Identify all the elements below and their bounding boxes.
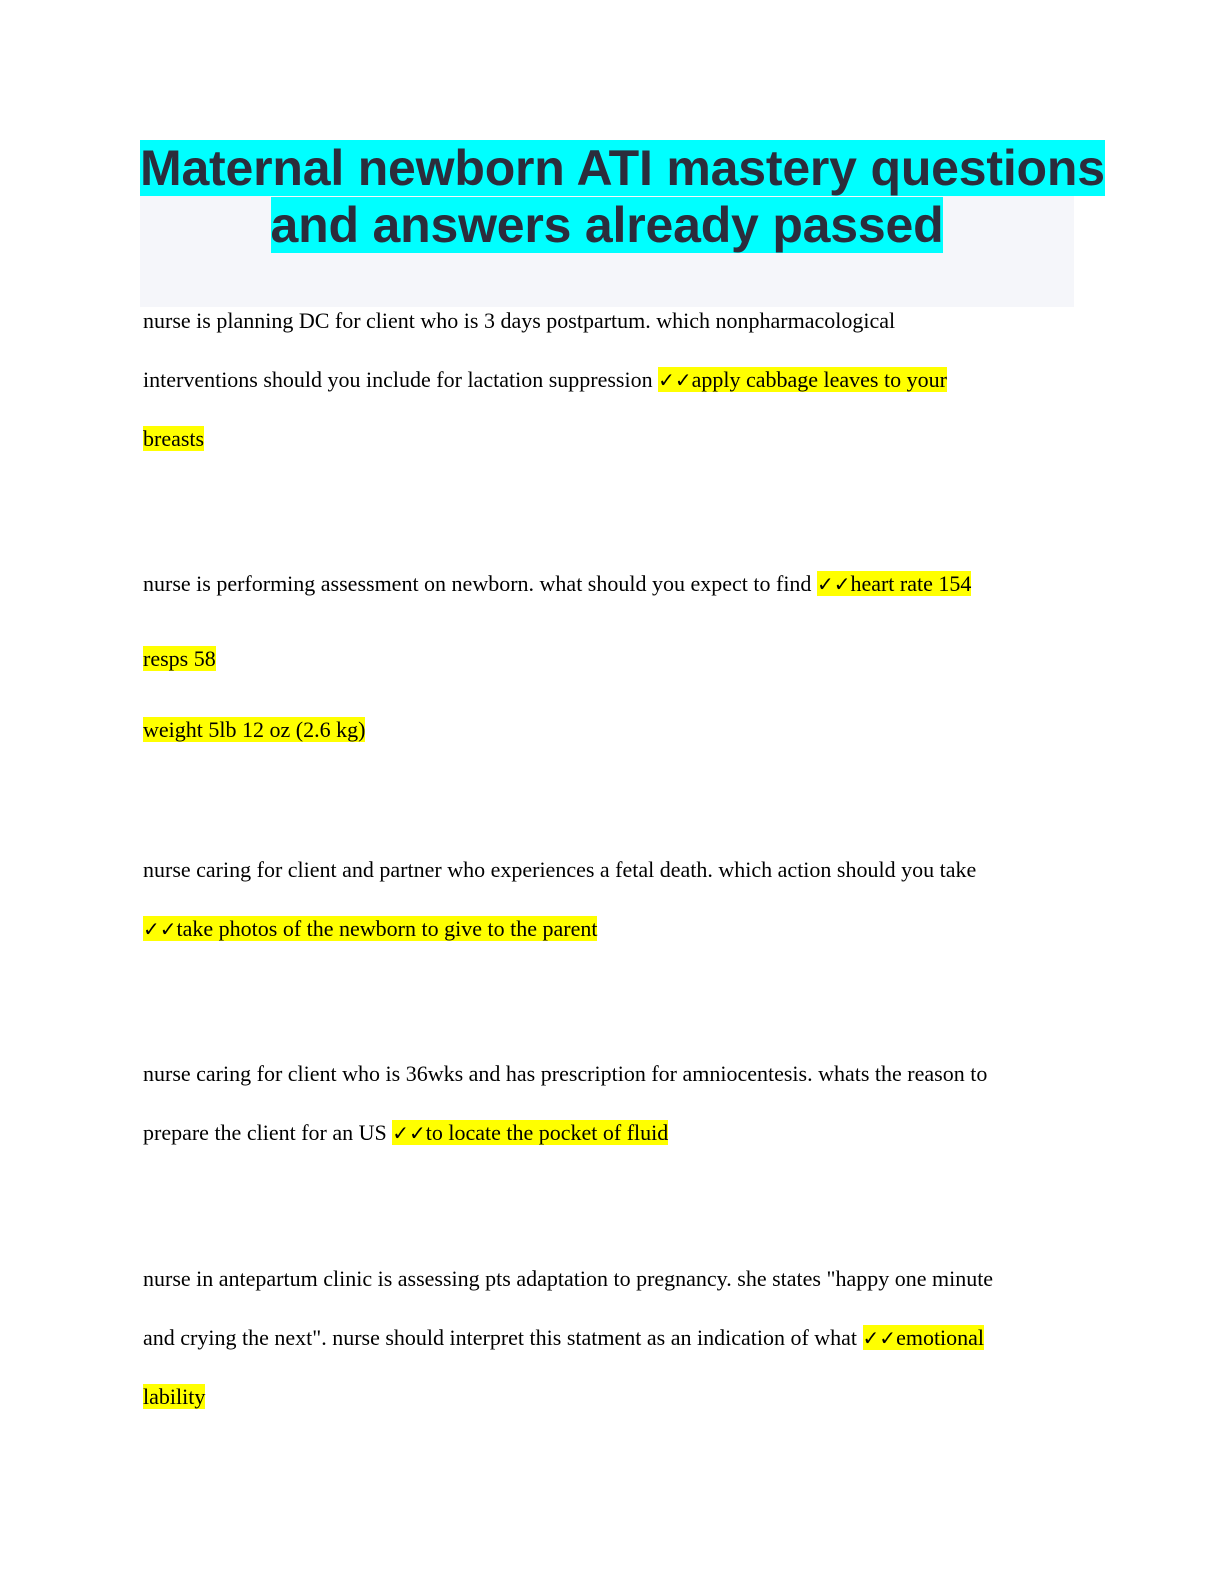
answer-2-weight: weight 5lb 12 oz (2.6 kg) (143, 717, 366, 742)
question-5-text: and crying the next". nurse should interpret this statment as an indication of what (143, 1325, 863, 1350)
question-5-line-1: nurse in antepartum clinic is assessing pts adaptation to pregnancy. she states "happy one minute (143, 1266, 994, 1291)
question-1-text: interventions should you include for lactation suppression (143, 367, 659, 392)
answer-4-text: to locate the pocket of fluid (425, 1120, 669, 1145)
check-mark-icon: ✓✓ (143, 917, 177, 941)
answer-2-line-2 (143, 646, 216, 672)
check-mark-icon: ✓✓ (816, 572, 851, 596)
question-1-line-1: nurse is planning DC for client who is 3 days postpartum. which nonpharmacological (143, 308, 896, 333)
answer-3-line-1 (143, 916, 597, 942)
answer-5-text-cont: lability (143, 1384, 206, 1409)
question-1-line-2 (143, 367, 947, 393)
check-mark-icon: ✓✓ (658, 368, 692, 392)
answer-2-text: heart rate 154 (850, 571, 972, 596)
question-4-line-2 (143, 1120, 668, 1146)
title-line-2: and answers already passed (270, 197, 944, 253)
title-block (140, 140, 1105, 307)
answer-1-text-cont: breasts (143, 426, 205, 451)
question-4-line-1: nurse caring for client who is 36wks and has prescription for amniocentesis. whats the reason to (143, 1061, 988, 1086)
check-mark-icon: ✓✓ (862, 1326, 897, 1350)
check-mark-icon: ✓✓ (392, 1121, 426, 1145)
answer-1-line-2 (143, 426, 204, 452)
answer-1 (658, 367, 947, 392)
answer-2-resps: resps 58 (143, 646, 216, 671)
answer-2-line-3 (143, 717, 365, 743)
question-5-line-2 (143, 1325, 984, 1351)
answer-1-text: apply cabbage leaves to your (691, 367, 947, 392)
answer-5-line-2 (143, 1384, 205, 1410)
document-title (140, 140, 1105, 254)
question-2-line-1 (143, 571, 971, 597)
answer-4 (392, 1120, 668, 1145)
title-line-1: Maternal newborn ATI mastery questions (140, 140, 1105, 196)
answer-5-text: emotional (896, 1325, 985, 1350)
question-2-text: nurse is performing assessment on newborn. what should you expect to find (143, 571, 817, 596)
question-4-text: prepare the client for an US (143, 1120, 393, 1145)
answer-3 (143, 916, 597, 941)
answer-3-text: take photos of the newborn to give to the parent (176, 916, 598, 941)
answer-5 (863, 1325, 985, 1350)
question-3-line-1: nurse caring for client and partner who experiences a fetal death. which action should you take (143, 857, 977, 882)
answer-2 (817, 571, 971, 596)
